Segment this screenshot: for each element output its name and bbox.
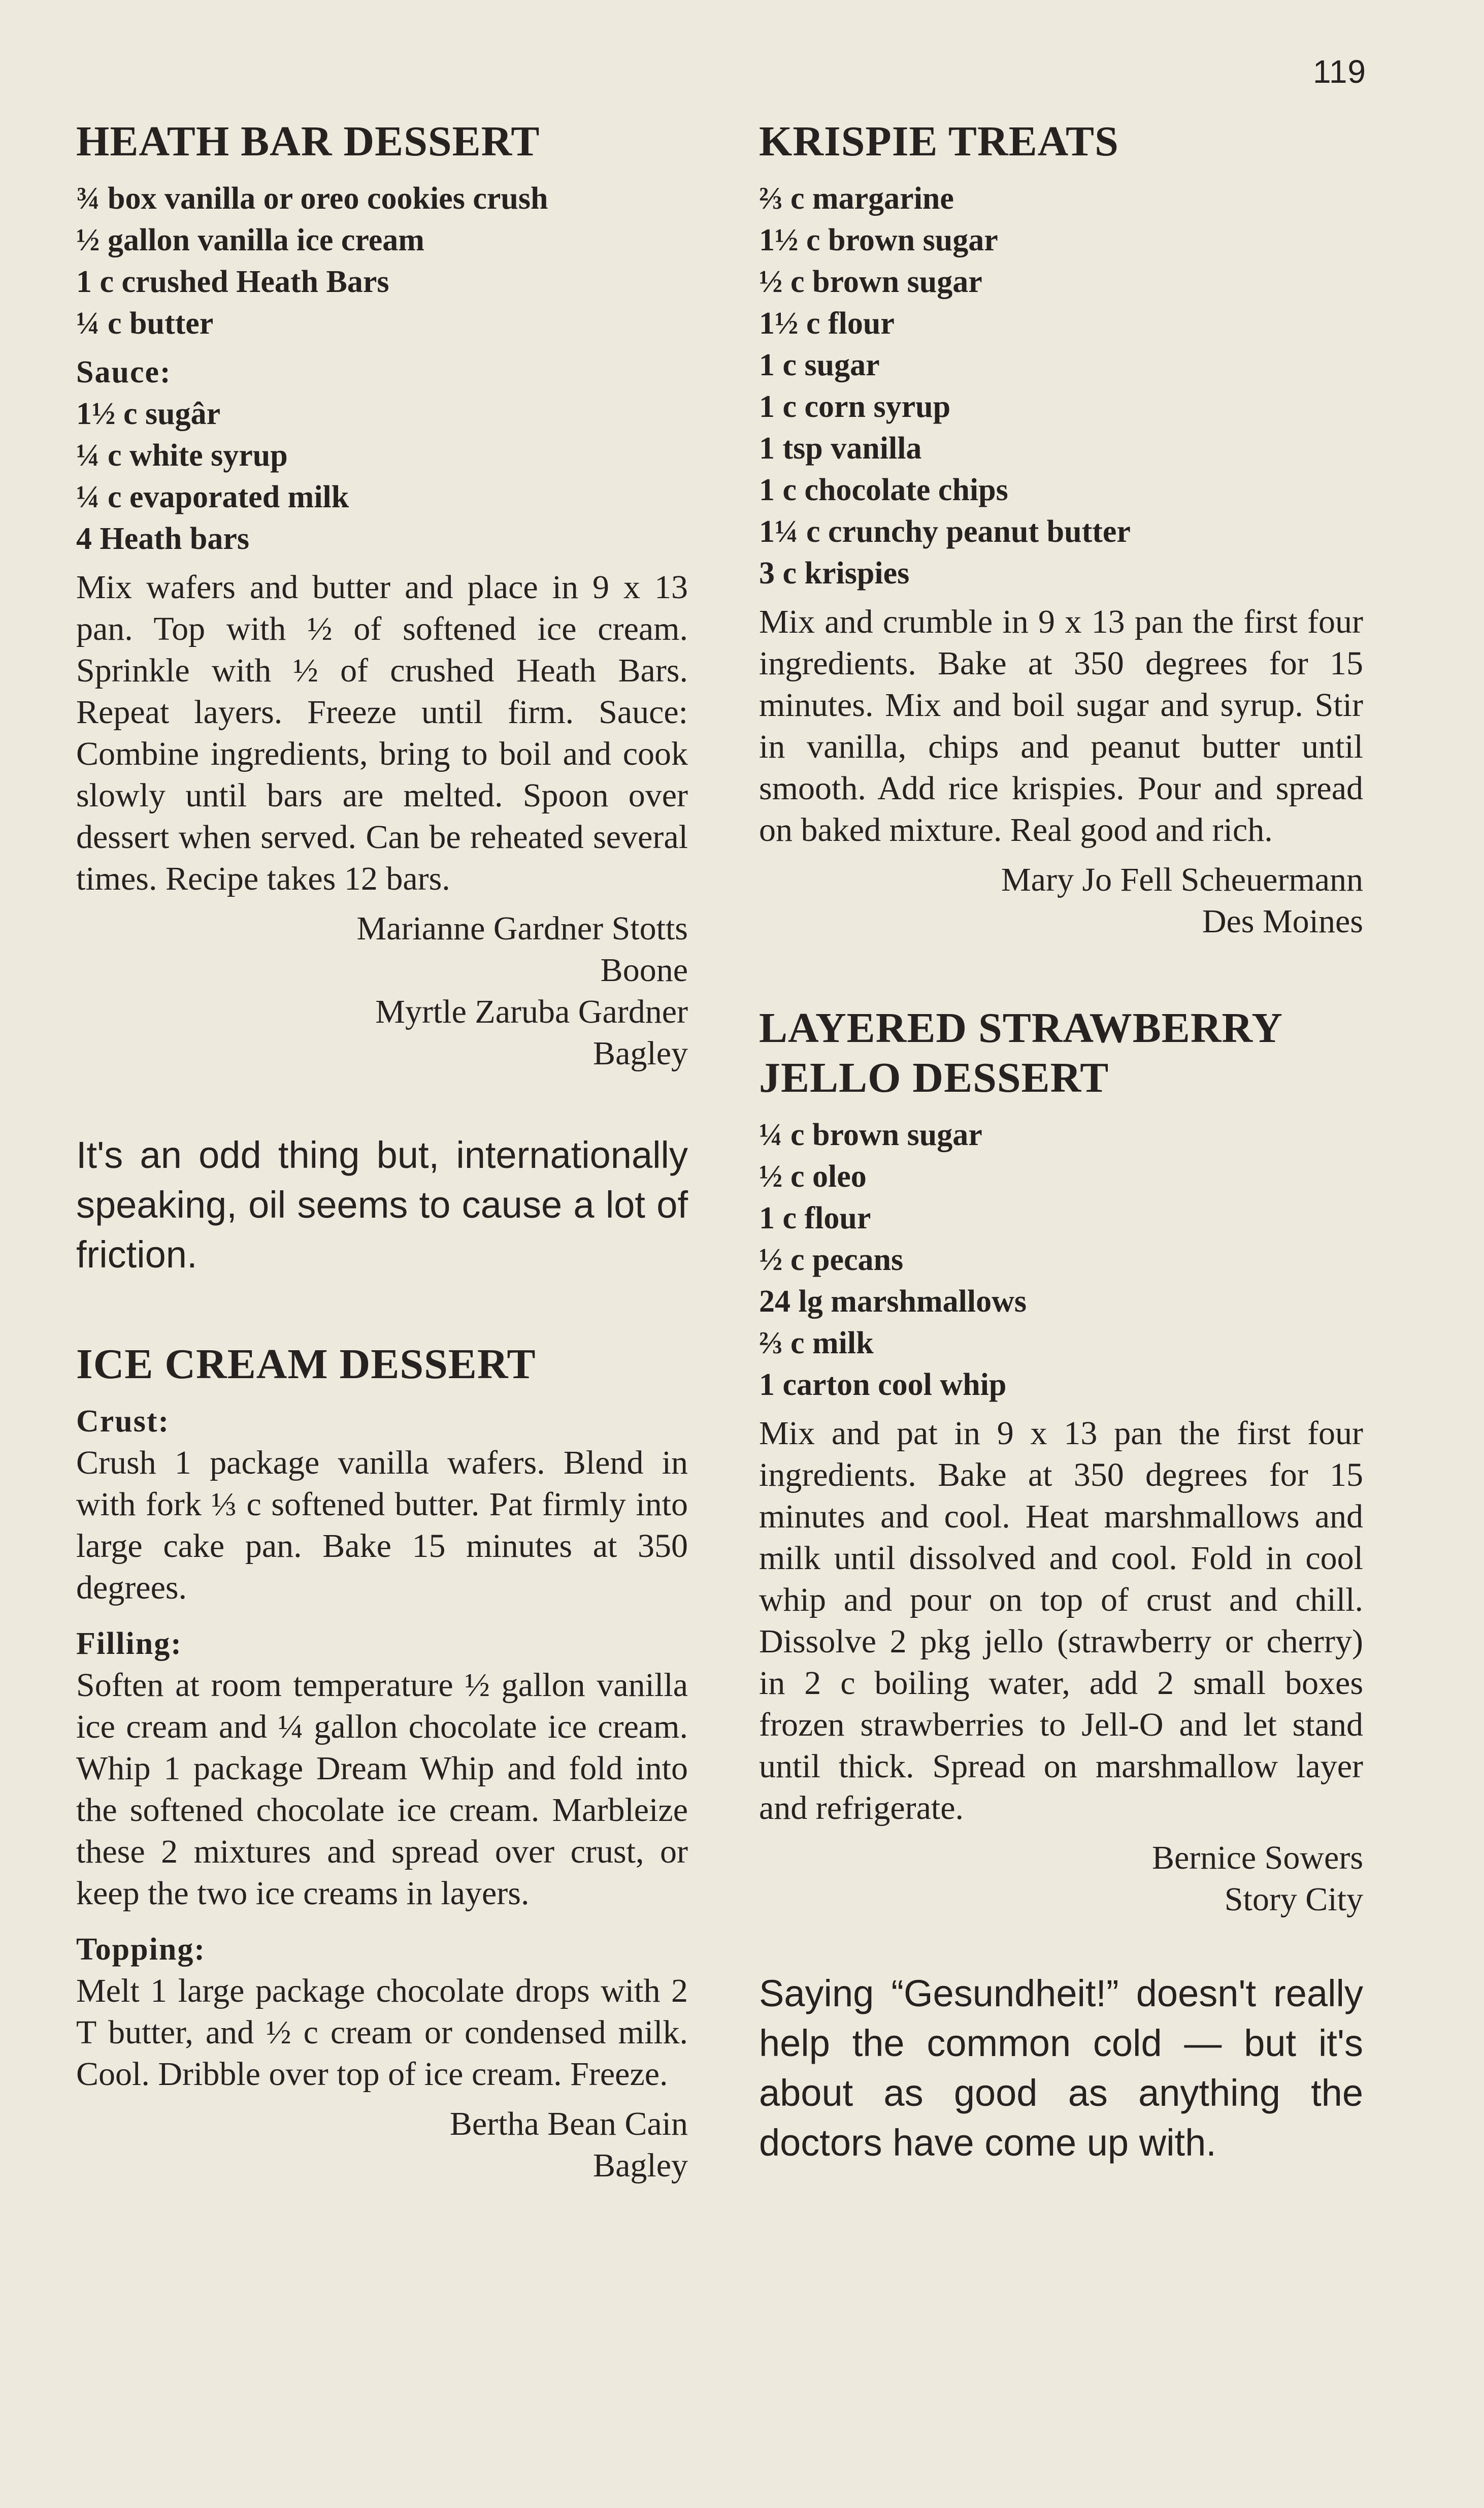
right-column xyxy=(759,117,1363,2168)
ingredient-list xyxy=(759,1114,1363,1406)
recipe-ice-cream-dessert xyxy=(76,1340,688,2187)
page-number: 119 xyxy=(1312,53,1366,90)
ingredient: ¼ c brown sugar xyxy=(759,1118,982,1152)
contributor-town: Story City xyxy=(1224,1881,1363,1918)
ingredient: ½ c oleo xyxy=(759,1159,867,1194)
ingredient: 3 c krispies xyxy=(759,556,910,591)
ingredient: 1 c flour xyxy=(759,1201,871,1235)
ingredient: ¼ c white syrup xyxy=(76,438,288,473)
contributor-town: Boone xyxy=(600,952,688,989)
recipe-attribution xyxy=(759,1837,1363,1920)
filling-directions: Soften at room temperature ½ gallon vanilla ice cream and ¼ gallon chocolate ice cream. Whip 1 package Dream Whip and fold into the softened chocolate ice cream. Marbleize these 2 mixtures and spread over crust, or keep the two ice creams in layers. xyxy=(76,1667,688,1912)
ingredient: ¼ c evaporated milk xyxy=(76,480,349,514)
ingredient: 1 c crushed Heath Bars xyxy=(76,265,389,299)
ingredient: 1½ c flour xyxy=(759,306,895,341)
ingredient: 1½ c sugâr xyxy=(76,397,221,431)
ingredient: 4 Heath bars xyxy=(76,522,249,556)
ingredient: ½ c brown sugar xyxy=(759,265,982,299)
recipe-attribution xyxy=(759,859,1363,942)
recipe-attribution xyxy=(76,908,688,1074)
sauce-label: Sauce: xyxy=(76,355,172,389)
contributor-name: Mary Jo Fell Scheuermann xyxy=(1001,861,1363,898)
contributor-name: Bertha Bean Cain xyxy=(449,2105,688,2142)
ingredient: ⅔ c milk xyxy=(759,1326,874,1360)
left-column xyxy=(76,117,688,2187)
recipe-directions: Mix and pat in 9 x 13 pan the first four ingredients. Bake at 350 degrees for 15 minutes and cool. Heat marshmallows and milk until dissolved and cool. Fold in cool whip and pour on top of crust and chill. Dissolve 2 pkg jello (strawberry or cherry) in 2 c boiling water, add 2 small boxes frozen strawberries to Jell-O and let stand until thick. Spread on marshmallow layer and refrigerate. xyxy=(759,1415,1363,1827)
ingredient: 1 c corn syrup xyxy=(759,389,951,424)
ingredient: 24 lg marshmallows xyxy=(759,1284,1027,1319)
ingredient: ¾ box vanilla or oreo cookies crush xyxy=(76,181,548,216)
contributor-town: Bagley xyxy=(593,1035,688,1072)
recipe-krispie-treats xyxy=(759,117,1363,942)
ingredient-list xyxy=(76,178,688,344)
recipe-title-line: JELLO DESSERT xyxy=(759,1054,1109,1101)
ingredient: ¼ c butter xyxy=(76,306,214,341)
crust-label: Crust: xyxy=(76,1404,170,1439)
contributor-name: Marianne Gardner Stotts xyxy=(356,910,688,947)
recipe-title: KRISPIE TREATS xyxy=(759,118,1119,165)
recipe-title xyxy=(759,1003,1363,1103)
ingredient: 1 tsp vanilla xyxy=(759,431,922,466)
recipe-title: HEATH BAR DESSERT xyxy=(76,118,540,165)
recipe-attribution xyxy=(76,2103,688,2187)
topping-directions: Melt 1 large package chocolate drops with 2 T butter, and ½ c cream or condensed milk. Cool. Dribble over top of ice cream. Freeze. xyxy=(76,1972,688,2093)
recipe-directions: Mix and crumble in 9 x 13 pan the first four ingredients. Bake at 350 degrees for 15 minutes. Mix and boil sugar and syrup. Stir in vanilla, chips and peanut butter until smooth. Add rice krispies. Pour and spread on baked mixture. Real good and rich. xyxy=(759,603,1363,849)
filling-label: Filling: xyxy=(76,1626,182,1661)
recipe-title-line: LAYERED STRAWBERRY xyxy=(759,1004,1283,1052)
recipe-title: ICE CREAM DESSERT xyxy=(76,1341,536,1388)
recipe-heath-bar-dessert xyxy=(76,117,688,1074)
crust-directions: Crush 1 package vanilla wafers. Blend in with fork ⅓ c softened butter. Pat firmly into large cake pan. Bake 15 minutes at 350 degrees. xyxy=(76,1444,688,1606)
contributor-name: Myrtle Zaruba Gardner xyxy=(375,993,688,1030)
ingredient: 1 c chocolate chips xyxy=(759,473,1008,507)
recipe-layered-strawberry-jello-dessert xyxy=(759,1003,1363,1920)
contributor-town: Bagley xyxy=(593,2147,688,2184)
ingredient: ½ gallon vanilla ice cream xyxy=(76,223,424,257)
ingredient: 1 c sugar xyxy=(759,348,880,382)
sauce-ingredient-list xyxy=(76,393,688,560)
recipe-directions: Mix wafers and butter and place in 9 x 13 pan. Top with ½ of softened ice cream. Sprinkle with ½ of crushed Heath Bars. Repeat layers. Freeze until firm. Sauce: Combine ingredients, bring to boil and cook slowly until bars are melted. Spoon over dessert when served. Can be reheated several times. Recipe takes 12 bars. xyxy=(76,569,688,897)
contributor-town: Des Moines xyxy=(1202,903,1363,940)
ingredient-list xyxy=(759,178,1363,594)
filler-joke: It's an odd thing but, internationally speaking, oil seems to cause a lot of friction. xyxy=(76,1134,688,1276)
ingredient: 1¼ c crunchy peanut butter xyxy=(759,514,1131,549)
filler-joke: Saying “Gesundheit!” doesn't really help the common cold — but it's about as good as anything the doctors have come up with. xyxy=(759,1972,1363,2164)
ingredient: ⅔ c margarine xyxy=(759,181,954,216)
topping-label: Topping: xyxy=(76,1932,206,1967)
ingredient: 1 carton cool whip xyxy=(759,1367,1007,1402)
contributor-name: Bernice Sowers xyxy=(1151,1839,1363,1876)
ingredient: ½ c pecans xyxy=(759,1243,904,1277)
ingredient: 1½ c brown sugar xyxy=(759,223,998,257)
